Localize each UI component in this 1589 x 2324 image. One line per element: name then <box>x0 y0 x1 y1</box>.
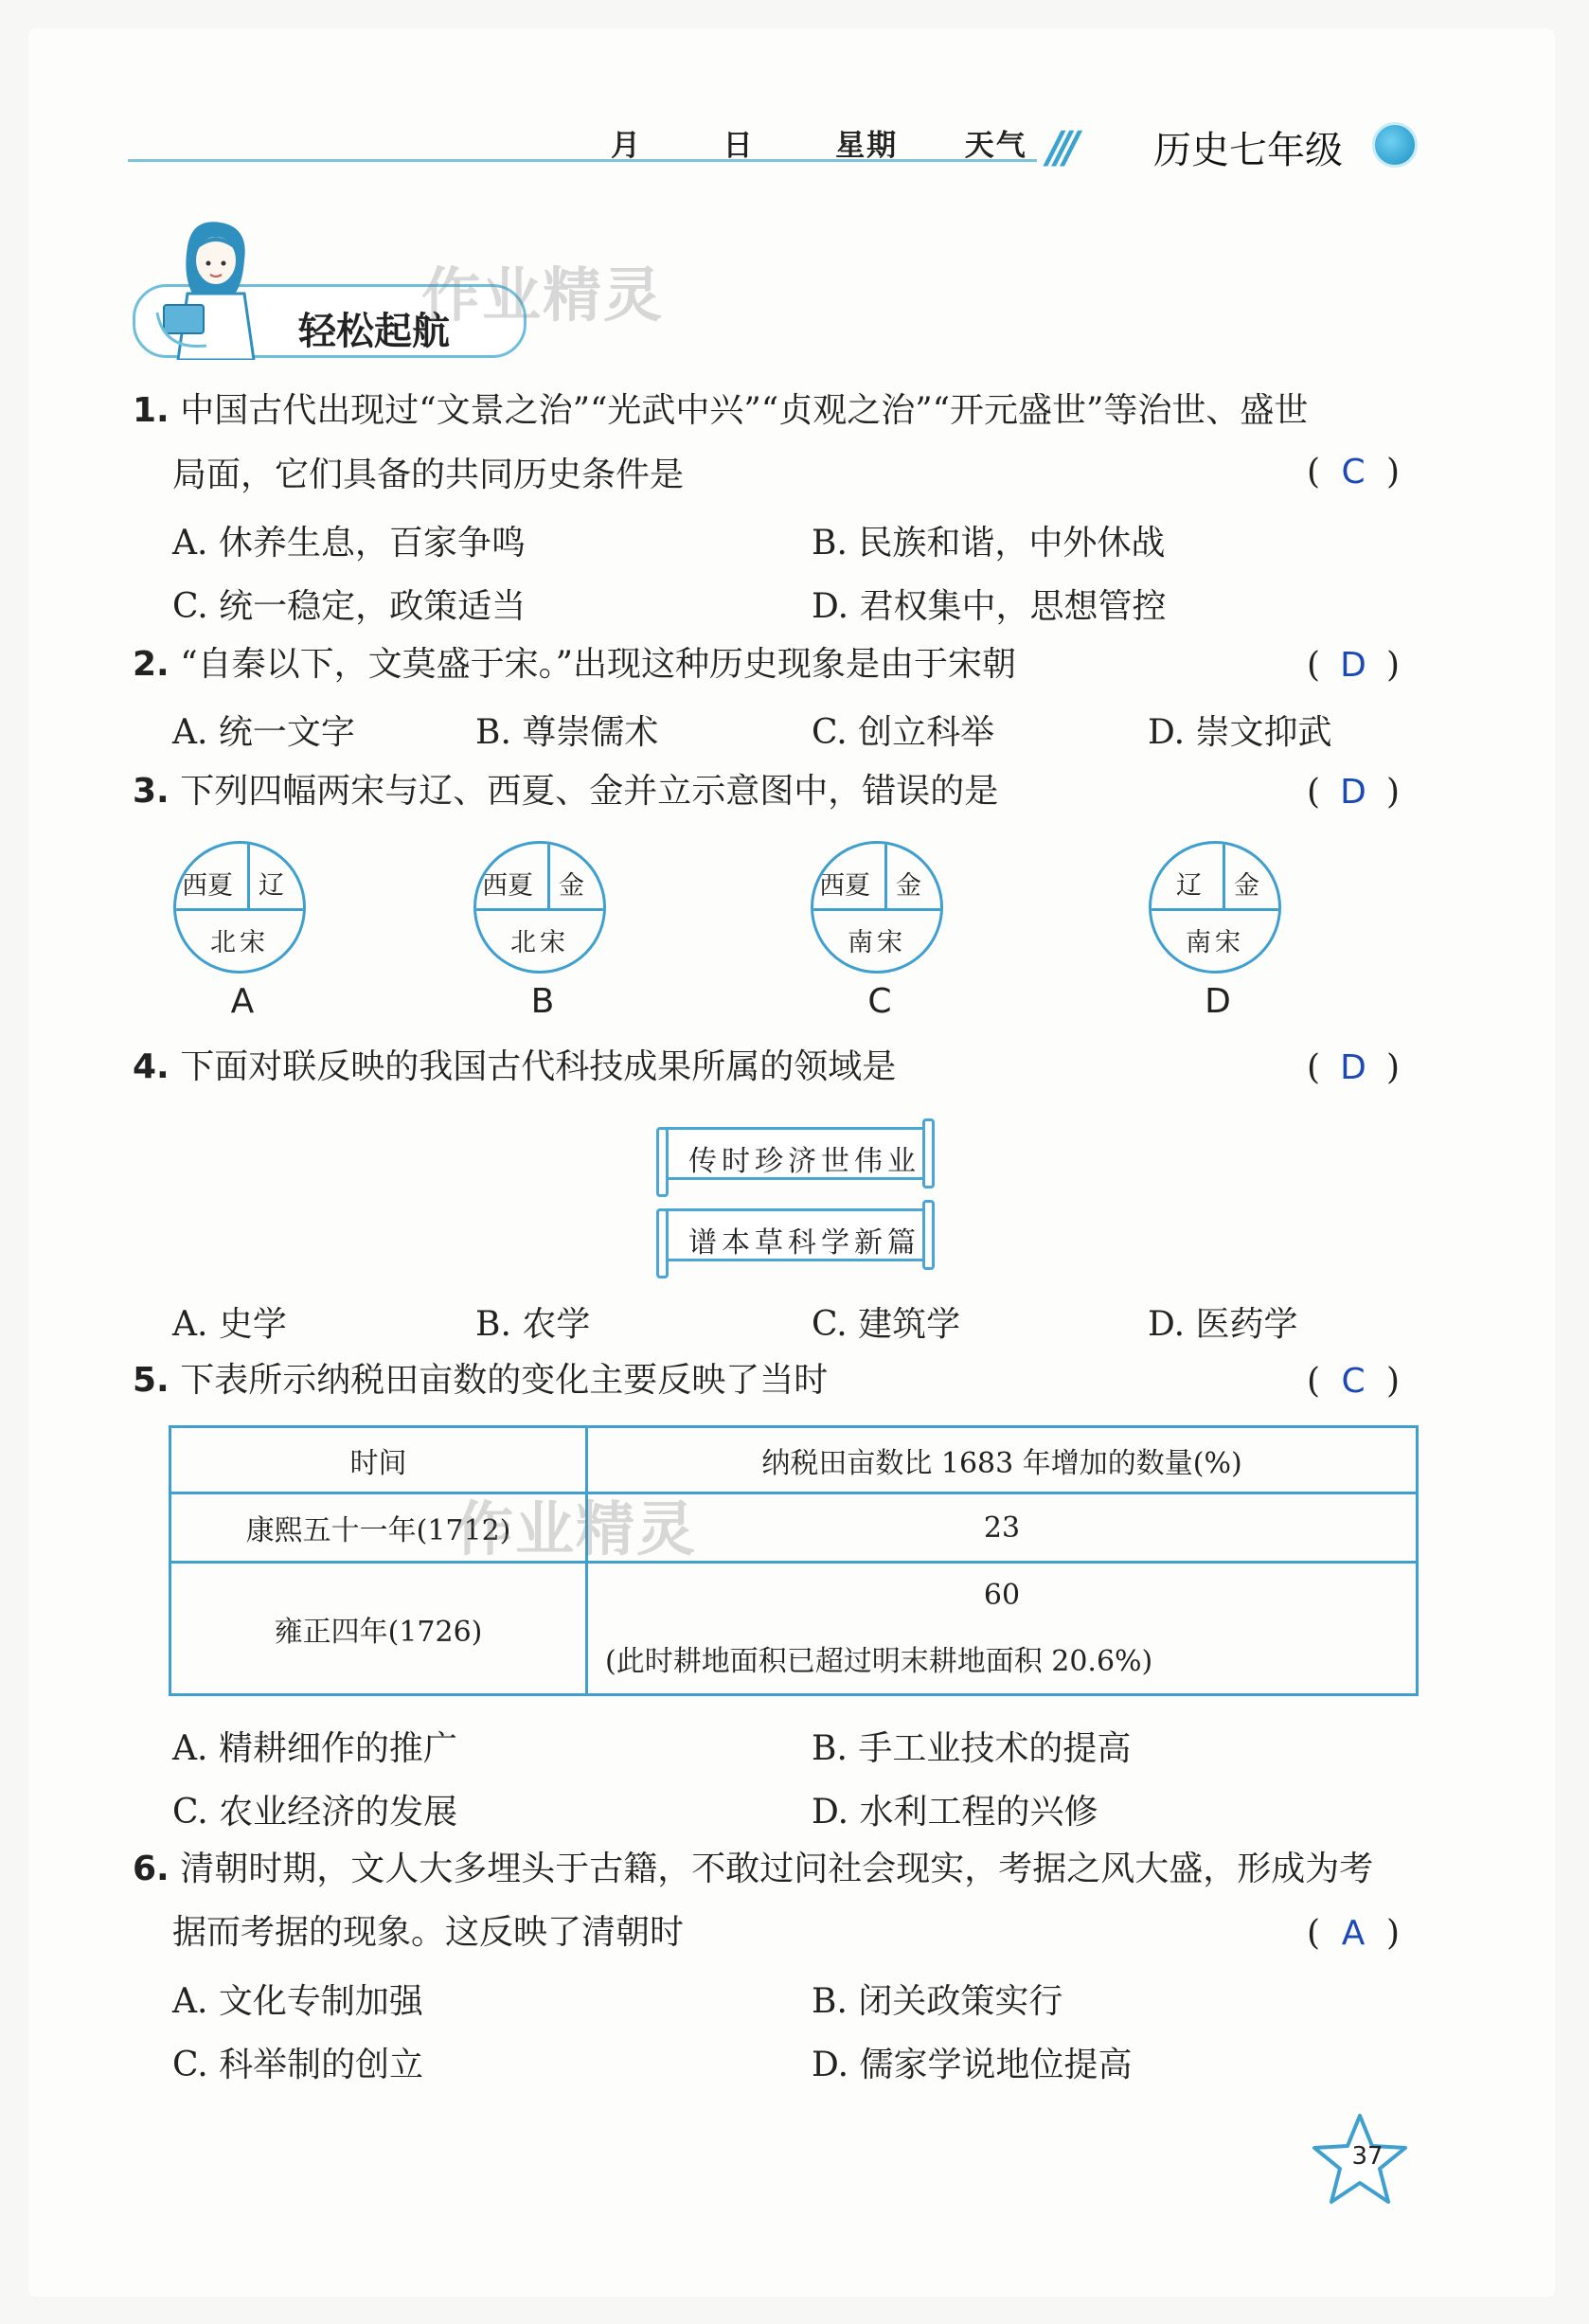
header-subject: 历史七年级 <box>1153 129 1343 172</box>
table-cell-time: 雍正四年(1726) <box>170 1563 587 1695</box>
option-b: B. 民族和谐，中外休战 <box>812 524 1166 563</box>
question-1-line-2: 局面，它们具备的共同历史条件是 <box>172 456 685 494</box>
header-weather: 天气 <box>964 129 1027 163</box>
option-d: D. 医药学 <box>1148 1305 1298 1344</box>
question-text: 下面对联反映的我国古代科技成果所属的领域是 <box>180 1047 897 1086</box>
region-label: 西夏 <box>819 871 870 901</box>
question-text: 清朝时期，文人大多埋头于古籍，不敢过问社会现实，考据之风大盛，形成为考 <box>180 1850 1374 1888</box>
option-a: A. 统一文字 <box>172 713 355 752</box>
header-day: 日 <box>723 129 755 163</box>
answer-box: ( C ) <box>1307 1362 1401 1401</box>
watermark: 作业精灵 <box>455 1494 698 1564</box>
header-weekday: 星期 <box>835 129 899 163</box>
region-label: 金 <box>559 871 584 901</box>
student-illustration-icon <box>150 218 273 360</box>
question-number: 2. <box>133 645 170 684</box>
table-header-cell: 时间 <box>170 1427 587 1493</box>
section-title: 轻松起航 <box>298 310 450 353</box>
option-a: A. 文化专制加强 <box>172 1982 423 2021</box>
answer-box: ( D ) <box>1307 646 1401 685</box>
question-text: 下表所示纳税田亩数的变化主要反映了当时 <box>180 1361 829 1400</box>
table-row <box>170 1493 1418 1563</box>
header-date-fields <box>611 121 1027 164</box>
diagram-label: C <box>867 982 892 1021</box>
header-month: 月 <box>611 129 642 163</box>
answer-value: C <box>1341 453 1366 492</box>
question-3 <box>133 769 998 814</box>
option-d: D. 儒家学说地位提高 <box>812 2046 1133 2084</box>
question-6-line-2: 据而考据的现象。这反映了清朝时 <box>172 1913 685 1952</box>
table-cell-value: 60 <box>983 1578 1021 1612</box>
answer-value: C <box>1341 1362 1366 1401</box>
question-number: 4. <box>133 1047 170 1086</box>
option-b: B. 手工业技术的提高 <box>812 1729 1132 1768</box>
option-c: C. 统一稳定，政策适当 <box>172 587 527 626</box>
couplet-scroll-lower <box>663 1208 928 1261</box>
option-c: C. 建筑学 <box>812 1305 961 1344</box>
question-4 <box>133 1045 896 1090</box>
question-text: 中国古代出现过“文景之治”“光武中兴”“贞观之治”“开元盛世”等治世、盛世 <box>180 391 1309 430</box>
answer-box: ( A ) <box>1307 1914 1401 1953</box>
region-label: 金 <box>896 871 921 901</box>
map-diagram-b <box>473 841 606 974</box>
region-label: 西夏 <box>482 871 533 901</box>
answer-box: ( C ) <box>1307 453 1401 492</box>
region-label: 西夏 <box>182 871 233 901</box>
header-slash-decoration: /// <box>1046 121 1072 172</box>
option-c: C. 科举制的创立 <box>172 2046 424 2084</box>
option-d: D. 崇文抑武 <box>1148 713 1332 752</box>
table-cell-note: (此时耕地面积已超过明末耕地面积 20.6%) <box>605 1644 1153 1678</box>
question-number: 5. <box>133 1361 170 1400</box>
header-dot-icon <box>1372 122 1418 168</box>
map-diagram-a <box>173 841 306 974</box>
answer-value: A <box>1341 1914 1366 1953</box>
map-diagram-d <box>1149 841 1281 974</box>
option-b: B. 尊崇儒术 <box>475 713 659 752</box>
question-2 <box>133 642 1016 688</box>
page-number: 37 <box>1351 2142 1384 2171</box>
option-b: B. 农学 <box>475 1305 591 1344</box>
option-a: A. 精耕细作的推广 <box>172 1729 457 1768</box>
table-cell-value-group <box>587 1563 1418 1695</box>
diagram-label: A <box>230 982 255 1021</box>
table-header-row <box>170 1427 1418 1493</box>
option-d: D. 君权集中，思想管控 <box>812 587 1167 626</box>
option-c: C. 农业经济的发展 <box>172 1793 458 1832</box>
question-number: 1. <box>133 391 170 430</box>
region-label: 南宋 <box>1186 928 1244 957</box>
answer-value: D <box>1340 1048 1366 1087</box>
question-1 <box>133 388 1308 434</box>
table-header-cell: 纳税田亩数比 1683 年增加的数量(%) <box>587 1427 1418 1493</box>
region-label: 辽 <box>1176 871 1202 901</box>
diagram-label: D <box>1205 982 1231 1021</box>
question-text: 下列四幅两宋与辽、西夏、金并立示意图中，错误的是 <box>180 772 999 811</box>
question-number: 6. <box>133 1850 170 1888</box>
option-c: C. 创立科举 <box>812 713 995 752</box>
question-5 <box>133 1358 828 1403</box>
table-cell-value: 23 <box>587 1493 1418 1563</box>
map-diagram-c <box>811 841 943 974</box>
table-cell-time: 康熙五十一年(1712) <box>170 1493 587 1563</box>
region-label: 辽 <box>259 871 284 901</box>
answer-box: ( D ) <box>1307 773 1401 812</box>
region-label: 北宋 <box>510 928 569 957</box>
region-label: 金 <box>1234 871 1259 901</box>
couplet-line: 谱本草科学新篇 <box>688 1226 920 1260</box>
tax-land-table <box>169 1425 1419 1696</box>
diagram-label: B <box>530 982 555 1021</box>
couplet-scroll-upper <box>663 1127 928 1180</box>
table-row <box>170 1563 1418 1695</box>
option-a: A. 史学 <box>172 1305 287 1344</box>
answer-value: D <box>1340 646 1366 685</box>
watermark: 作业精灵 <box>421 260 665 330</box>
region-label: 北宋 <box>210 928 269 957</box>
option-a: A. 休养生息，百家争鸣 <box>172 524 526 563</box>
option-d: D. 水利工程的兴修 <box>812 1793 1098 1832</box>
answer-value: D <box>1340 773 1366 812</box>
question-number: 3. <box>133 772 170 811</box>
question-text: “自秦以下，文莫盛于宋。”出现这种历史现象是由于宋朝 <box>180 645 1016 684</box>
region-label: 南宋 <box>848 928 906 957</box>
option-b: B. 闭关政策实行 <box>812 1982 1063 2021</box>
couplet-line: 传时珍济世伟业 <box>688 1145 920 1178</box>
question-6 <box>133 1847 1373 1892</box>
answer-box: ( D ) <box>1307 1048 1401 1087</box>
